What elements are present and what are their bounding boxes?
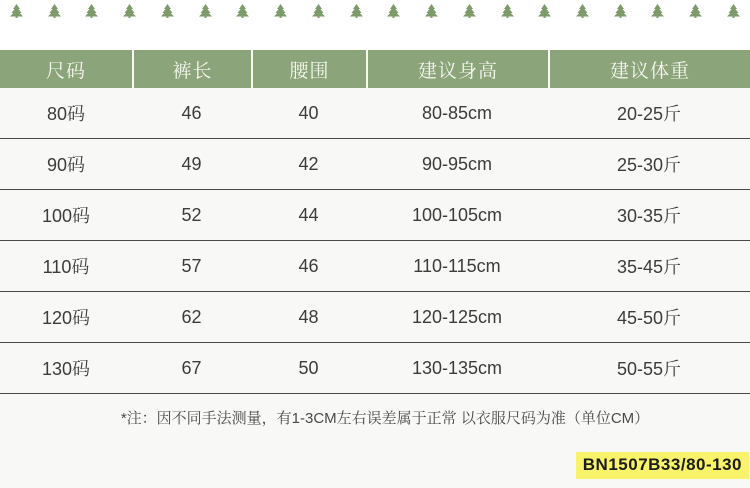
header-suggested-height: 建议身高 <box>366 50 548 88</box>
tree-icon <box>425 4 438 18</box>
tree-icon <box>463 4 476 18</box>
cell-pant-length: 46 <box>181 102 202 123</box>
cell-weight: 20-25斤 <box>616 104 682 124</box>
cell-waist: 44 <box>298 204 319 225</box>
cell-waist: 40 <box>298 102 319 123</box>
cell-weight: 50-55斤 <box>616 359 682 379</box>
table-header-row <box>0 50 750 88</box>
header-pant-length: 裤长 <box>132 50 251 88</box>
cell-height: 90-95cm <box>421 153 493 174</box>
cell-waist: 42 <box>298 153 319 174</box>
cell-pant-length: 52 <box>181 204 202 225</box>
cell-size: 130码 <box>41 359 91 379</box>
cell-size: 110码 <box>42 257 90 277</box>
header-waist: 腰围 <box>251 50 366 88</box>
cell-weight: 45-50斤 <box>616 308 682 328</box>
cell-size: 120码 <box>41 308 91 328</box>
cell-height: 100-105cm <box>411 204 503 225</box>
cell-pant-length: 67 <box>181 357 202 378</box>
tree-icon <box>312 4 325 18</box>
cell-pant-length: 57 <box>181 255 202 276</box>
tree-icon <box>236 4 249 18</box>
tree-icon <box>576 4 589 18</box>
cell-waist: 48 <box>298 306 319 327</box>
product-code-badge: BN1507B33/80-130 <box>576 452 749 479</box>
measurement-note: *注：因不同手法测量，有1-3CM左右误差属于正常 以衣服尺码为准（单位CM） <box>120 410 650 427</box>
table-row <box>0 190 750 241</box>
cell-size: 80码 <box>46 104 86 124</box>
cell-pant-length: 62 <box>181 306 202 327</box>
tree-decoration-strip <box>10 4 740 18</box>
table-row <box>0 241 750 292</box>
tree-icon <box>199 4 212 18</box>
table-row <box>0 292 750 343</box>
cell-waist: 50 <box>298 357 319 378</box>
cell-height: 120-125cm <box>411 306 503 327</box>
table-row <box>0 139 750 190</box>
cell-size: 90码 <box>46 155 86 175</box>
tree-icon <box>387 4 400 18</box>
cell-size: 100码 <box>41 206 91 226</box>
table-row <box>0 343 750 394</box>
cell-weight: 30-35斤 <box>616 206 682 226</box>
tree-icon <box>614 4 627 18</box>
tree-icon <box>538 4 551 18</box>
tree-icon <box>48 4 61 18</box>
cell-height: 130-135cm <box>411 357 503 378</box>
cell-height: 80-85cm <box>421 102 493 123</box>
size-table <box>0 50 750 394</box>
tree-icon <box>501 4 514 18</box>
tree-icon <box>274 4 287 18</box>
cell-waist: 46 <box>298 255 319 276</box>
tree-icon <box>123 4 136 18</box>
tree-icon <box>727 4 740 18</box>
tree-icon <box>161 4 174 18</box>
table-row <box>0 88 750 139</box>
tree-icon <box>689 4 702 18</box>
header-size: 尺码 <box>45 60 86 82</box>
cell-weight: 25-30斤 <box>616 155 682 175</box>
header-suggested-weight: 建议体重 <box>548 50 750 88</box>
cell-height: 110-115cm <box>413 255 501 276</box>
cell-weight: 35-45斤 <box>616 257 682 277</box>
tree-icon <box>651 4 664 18</box>
tree-icon <box>350 4 363 18</box>
cell-pant-length: 49 <box>181 153 202 174</box>
tree-icon <box>10 4 23 18</box>
tree-icon <box>85 4 98 18</box>
